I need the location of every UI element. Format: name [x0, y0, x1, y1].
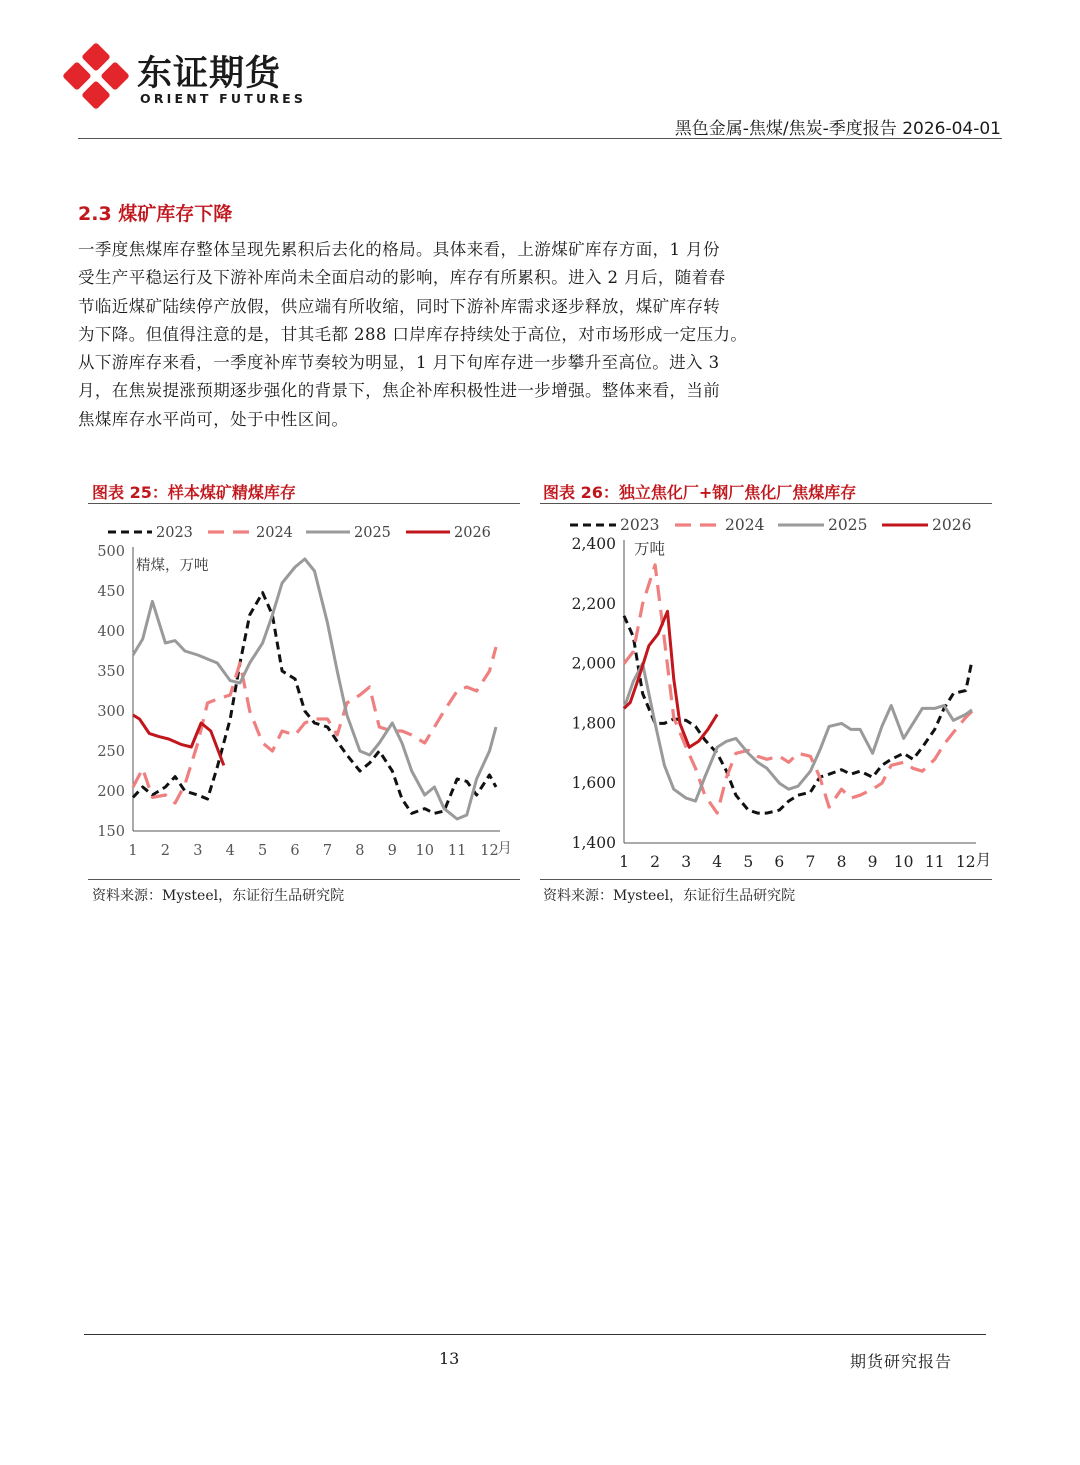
- x-tick-label: 4: [225, 843, 235, 859]
- x-tick-label: 9: [867, 853, 878, 871]
- figure-25-source: 资料来源：Mysteel，东证衍生品研究院: [92, 888, 345, 904]
- company-name-en: ORIENT FUTURES: [140, 91, 307, 106]
- y-tick-label: 2,400: [571, 535, 616, 553]
- report-line: 黑色金属-焦煤/焦炭-季度报告 2026-04-01: [674, 119, 1001, 139]
- x-tick-label: 5: [258, 843, 268, 859]
- y-tick-label: 350: [97, 664, 125, 680]
- figure-26-title: 图表 26：独立焦化厂+钢厂焦化厂焦煤库存: [543, 483, 857, 502]
- figure-25-bottom-rule: [88, 879, 520, 880]
- legend-label-2024: 2024: [256, 525, 293, 541]
- y-tick-label: 200: [97, 784, 125, 800]
- legend-label-2025: 2025: [828, 516, 868, 534]
- x-tick-label: 6: [774, 853, 785, 871]
- x-tick-label: 1: [128, 843, 138, 859]
- footer-rule: [84, 1334, 986, 1335]
- section-title: 2.3 煤矿库存下降: [78, 203, 233, 225]
- x-tick-label: 9: [387, 843, 397, 859]
- x-tick-label: 4: [712, 853, 723, 871]
- y-tick-label: 500: [97, 544, 125, 560]
- legend-label-2023: 2023: [620, 516, 660, 534]
- footer-report-type: 期货研究报告: [850, 1352, 953, 1371]
- y-tick-label: 1,400: [571, 834, 616, 852]
- paragraph-line: 节临近煤矿陆续停产放假，供应端有所收缩，同时下游补库需求逐步释放，煤矿库存转: [78, 296, 721, 316]
- legend-label-2026: 2026: [932, 516, 972, 534]
- y-tick-label: 300: [97, 704, 125, 720]
- x-tick-label: 10: [415, 843, 434, 859]
- series-line-2026: [133, 715, 224, 765]
- figure-26-source: 资料来源：Mysteel，东证衍生品研究院: [543, 888, 796, 904]
- orient-futures-logo-icon: [60, 40, 132, 112]
- y-tick-label: 150: [97, 824, 125, 840]
- x-tick-label: 3: [681, 853, 692, 871]
- paragraph-line: 一季度焦煤库存整体呈现先累积后去化的格局。具体来看，上游煤矿库存方面，1 月份: [78, 240, 720, 259]
- y-tick-label: 1,800: [571, 714, 616, 733]
- x-axis-unit-label: 月: [975, 851, 992, 869]
- x-axis-unit-label: 月: [497, 841, 513, 857]
- x-tick-label: 1: [619, 853, 629, 871]
- figure-26-top-rule: [540, 503, 992, 504]
- figure-26-bottom-rule: [540, 879, 992, 880]
- x-tick-label: 11: [924, 853, 945, 871]
- legend-label-2023: 2023: [156, 525, 193, 541]
- x-tick-label: 5: [743, 853, 754, 871]
- legend-label-2025: 2025: [354, 525, 391, 541]
- y-tick-label: 250: [97, 744, 125, 760]
- series-line-2025: [624, 664, 972, 802]
- figure-25-title: 图表 25：样本煤矿精煤库存: [92, 483, 296, 502]
- paragraph-line: 受生产平稳运行及下游补库尚未全面启动的影响，库存有所累积。进入 2 月后，随着春: [78, 268, 726, 288]
- y-axis-unit-label: 万吨: [634, 540, 666, 558]
- paragraph-line: 焦煤库存水平尚可，处于中性区间。: [78, 409, 349, 429]
- x-tick-label: 7: [322, 843, 333, 859]
- x-tick-label: 8: [355, 843, 365, 859]
- x-tick-label: 2: [650, 853, 661, 871]
- y-tick-label: 2,000: [571, 654, 616, 673]
- paragraph-line: 从下游库存来看，一季度补库节奏较为明显，1 月下旬库存进一步攀升至高位。进入 3: [78, 353, 720, 373]
- x-tick-label: 12: [955, 853, 976, 871]
- x-tick-label: 12: [480, 843, 499, 859]
- series-line-2024: [133, 647, 496, 803]
- x-tick-label: 2: [160, 843, 171, 859]
- page-number: 13: [439, 1349, 460, 1368]
- legend-label-2026: 2026: [454, 525, 491, 541]
- figure-26-chart: [540, 506, 992, 878]
- x-tick-label: 10: [893, 853, 914, 871]
- x-tick-label: 7: [805, 853, 816, 871]
- section-paragraph: [78, 236, 803, 434]
- y-tick-label: 1,600: [571, 774, 616, 793]
- x-tick-label: 6: [290, 843, 300, 859]
- paragraph-line: 月，在焦炭提涨预期逐步强化的背景下，焦企补库积极性进一步增强。整体来看，当前: [78, 381, 721, 401]
- x-tick-label: 3: [193, 843, 203, 859]
- y-tick-label: 450: [97, 584, 125, 600]
- header-rule: [78, 138, 1002, 139]
- y-tick-label: 400: [97, 624, 125, 640]
- company-name-cn: 东证期货: [137, 54, 282, 94]
- y-tick-label: 2,200: [571, 594, 616, 613]
- legend-label-2024: 2024: [725, 516, 765, 534]
- x-tick-label: 8: [836, 853, 847, 871]
- x-tick-label: 11: [447, 843, 467, 859]
- paragraph-line: 为下降。但值得注意的是，甘其毛都 288 口岸库存持续处于高位，对市场形成一定压力。: [78, 324, 748, 344]
- y-axis-unit-label: 精煤，万吨: [136, 558, 209, 574]
- figure-25-top-rule: [88, 503, 520, 504]
- figure-25-chart: [88, 506, 520, 878]
